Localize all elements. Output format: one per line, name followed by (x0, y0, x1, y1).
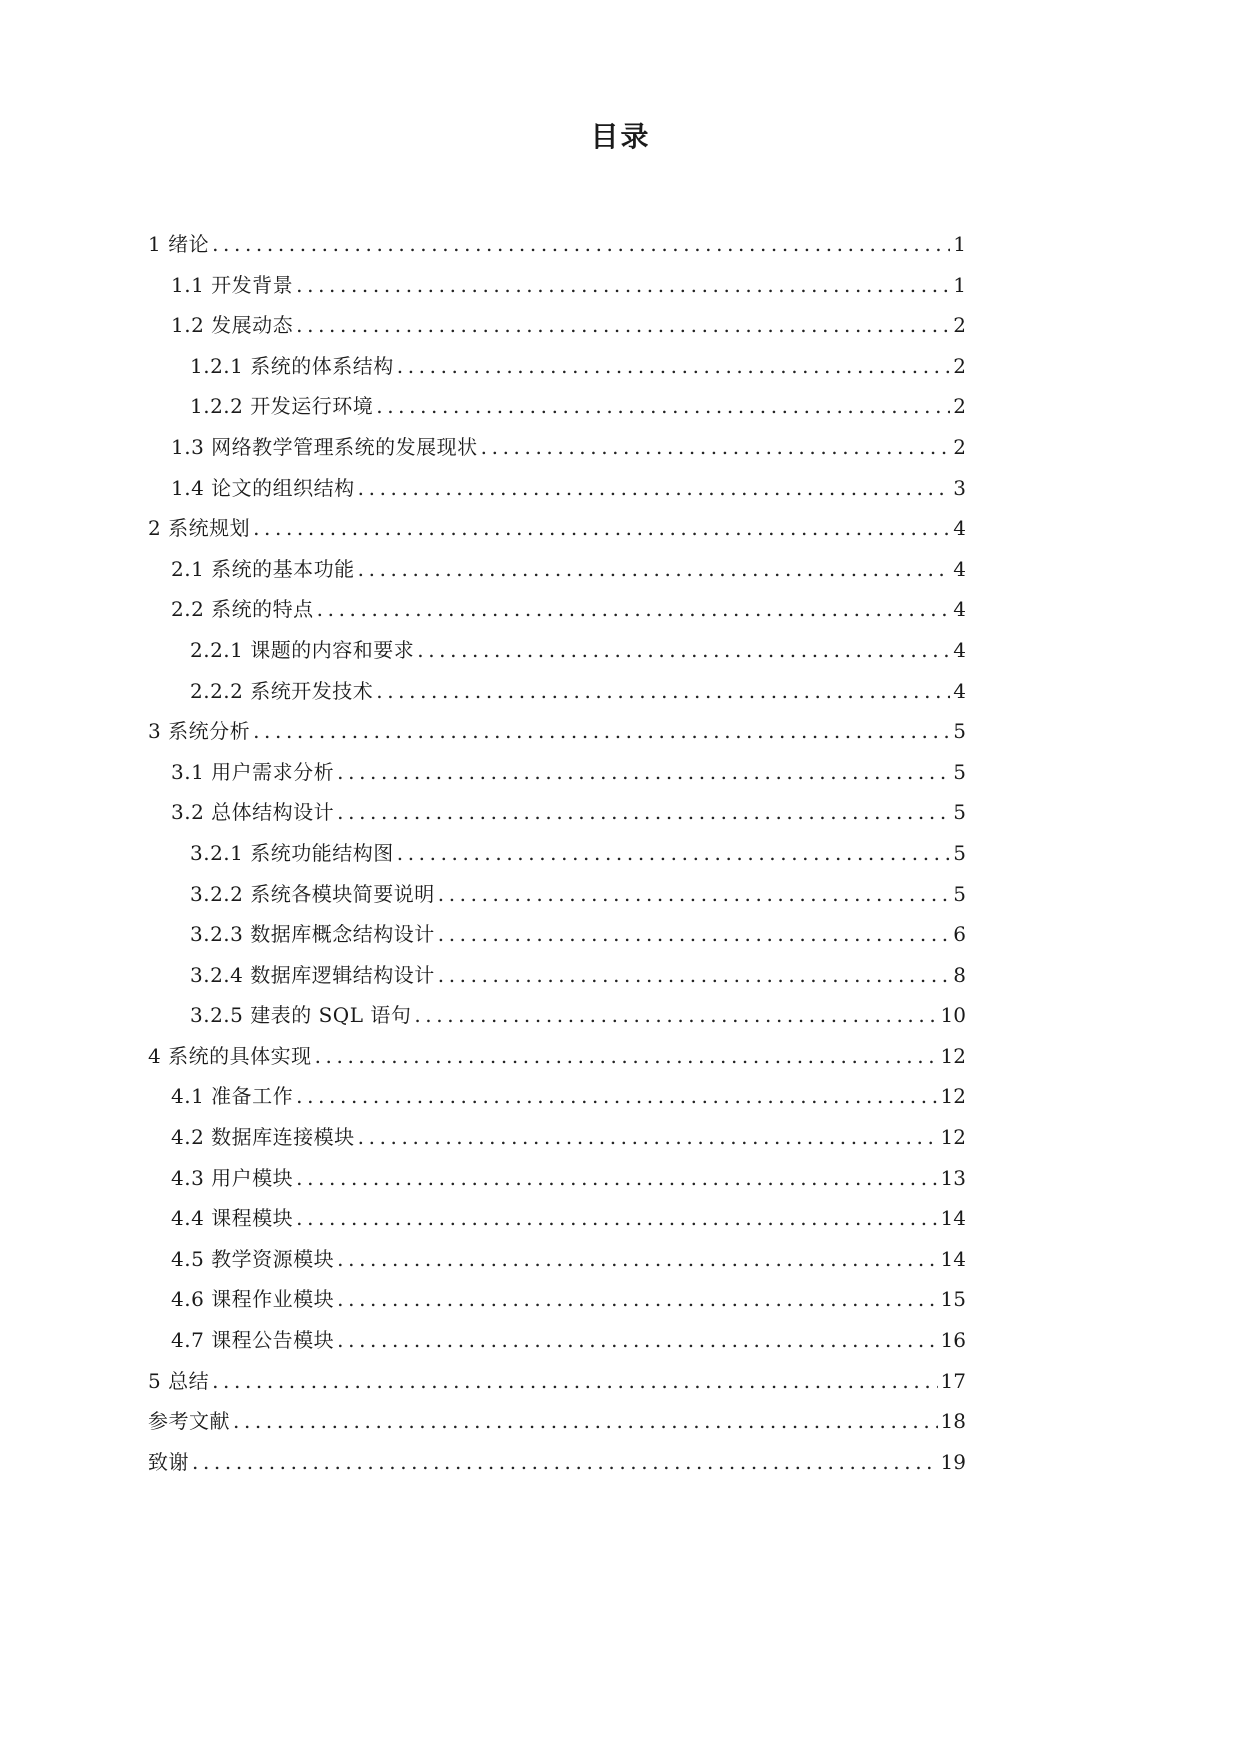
toc-entry[interactable] (148, 711, 966, 752)
toc-page-number: 1 (953, 232, 966, 256)
toc-entry-title: 3.2.2 系统各模块简要说明 (190, 881, 435, 906)
toc-entry[interactable] (148, 549, 966, 590)
toc-entry[interactable] (148, 874, 966, 915)
toc-page-number: 4 (953, 556, 966, 581)
toc-entry-title: 3.2.4 数据库逻辑结构设计 (190, 962, 435, 987)
toc-dot-leader (397, 346, 951, 387)
toc-entry-title: 3.2.3 数据库概念结构设计 (190, 922, 435, 947)
toc-entry-title: 1.2.2 开发运行环境 (190, 394, 374, 419)
toc-entry[interactable] (148, 833, 966, 874)
toc-dot-leader (233, 1401, 938, 1442)
toc-entry[interactable] (148, 427, 966, 468)
toc-entry-title: 1.4 论文的组织结构 (171, 475, 355, 500)
toc-entry[interactable] (148, 265, 966, 306)
toc-page-number: 19 (940, 1449, 966, 1474)
toc-dot-leader (212, 224, 950, 265)
toc-entry[interactable] (148, 386, 966, 427)
toc-entry[interactable] (148, 995, 966, 1036)
toc-entry-title: 4.3 用户模块 (171, 1165, 294, 1190)
toc-entry-title: 3 系统分析 (148, 719, 251, 744)
toc-entry-title: 3.1 用户需求分析 (171, 759, 335, 784)
toc-dot-leader (253, 711, 950, 752)
toc-entry-title: 4 系统的具体实现 (148, 1043, 312, 1068)
toc-dot-leader (438, 874, 951, 915)
toc-entry-title: 4.1 准备工作 (171, 1084, 294, 1109)
toc-entry[interactable] (148, 630, 966, 671)
toc-entry-title: 3.2.1 系统功能结构图 (190, 840, 394, 865)
toc-entry-title: 2.2.1 课题的内容和要求 (190, 637, 415, 662)
toc-dot-leader (337, 752, 950, 793)
toc-page-number: 12 (940, 1084, 966, 1109)
toc-dot-leader (296, 1198, 937, 1239)
toc-entry[interactable] (148, 752, 966, 793)
toc-title: 目录 (590, 120, 651, 153)
toc-dot-leader (417, 630, 950, 671)
toc-page-number: 5 (953, 840, 966, 865)
toc-page-number: 6 (953, 922, 966, 947)
toc-dot-leader (358, 468, 951, 509)
toc-dot-leader (397, 833, 951, 874)
toc-entry-title: 1.2.1 系统的体系结构 (190, 353, 394, 378)
toc-page-number: 8 (953, 962, 966, 987)
toc-entry[interactable] (148, 224, 966, 265)
toc-entry-title: 4.6 课程作业模块 (171, 1287, 335, 1312)
toc-dot-leader (337, 1320, 937, 1361)
toc-entry[interactable] (148, 1279, 966, 1320)
toc-entry-title: 1.3 网络教学管理系统的发展现状 (171, 434, 478, 459)
toc-dot-leader (337, 792, 950, 833)
toc-entry[interactable] (148, 1036, 966, 1077)
toc-dot-leader (414, 995, 937, 1036)
toc-entry[interactable] (148, 1198, 966, 1239)
toc-entry-title: 4.5 教学资源模块 (171, 1246, 335, 1271)
toc-dot-leader (192, 1442, 938, 1483)
toc-dot-leader (317, 589, 951, 630)
toc-entry-title: 3.2.5 建表的 SQL 语句 (190, 1003, 412, 1028)
toc-entry[interactable] (148, 305, 966, 346)
toc-entry[interactable] (148, 1076, 966, 1117)
toc-dot-leader (296, 1076, 937, 1117)
toc-entry[interactable] (148, 914, 966, 955)
toc-entry-title: 参考文献 (148, 1409, 230, 1434)
toc-dot-leader (296, 1158, 937, 1199)
toc-dot-leader (376, 671, 950, 712)
toc-page-number: 10 (940, 1003, 966, 1028)
toc-entry-title: 1 绪论 (148, 232, 210, 256)
toc-entry[interactable] (148, 955, 966, 996)
toc-page-number: 5 (953, 759, 966, 784)
toc-entry-title: 4.7 课程公告模块 (171, 1328, 335, 1353)
toc-page-number: 2 (953, 434, 966, 459)
toc-page-number: 4 (953, 637, 966, 662)
toc-entry-title: 4.4 课程模块 (171, 1206, 294, 1231)
toc-dot-leader (376, 386, 950, 427)
toc-entry[interactable] (148, 508, 966, 549)
toc-page-number: 4 (953, 516, 966, 541)
toc-page-number: 13 (940, 1165, 966, 1190)
toc-dot-leader (296, 305, 950, 346)
toc-page-number: 3 (953, 475, 966, 500)
toc-page-number: 4 (953, 678, 966, 703)
toc-dot-leader (438, 955, 951, 996)
toc-page-number: 16 (940, 1328, 966, 1353)
toc-dot-leader (438, 914, 951, 955)
toc-entry[interactable] (148, 346, 966, 387)
toc-entry-title: 3.2 总体结构设计 (171, 800, 335, 825)
toc-entry[interactable] (148, 1361, 966, 1402)
toc-list (148, 224, 966, 1482)
toc-entry[interactable] (148, 1117, 966, 1158)
toc-entry-title: 2.1 系统的基本功能 (171, 556, 355, 581)
toc-page-number: 5 (953, 881, 966, 906)
toc-entry-title: 致谢 (148, 1449, 189, 1474)
toc-dot-leader (358, 549, 951, 590)
toc-dot-leader (296, 265, 950, 306)
toc-dot-leader (481, 427, 951, 468)
toc-page-number: 2 (953, 353, 966, 378)
toc-page-number: 17 (940, 1368, 966, 1393)
toc-entry-title: 4.2 数据库连接模块 (171, 1125, 355, 1150)
toc-dot-leader (315, 1036, 938, 1077)
toc-entry[interactable] (148, 1239, 966, 1280)
toc-entry-title: 1.2 发展动态 (171, 313, 294, 338)
toc-page-number: 2 (953, 313, 966, 338)
toc-dot-leader (337, 1279, 937, 1320)
toc-entry[interactable] (148, 1442, 966, 1483)
toc-entry[interactable] (148, 792, 966, 833)
toc-page-number: 14 (940, 1206, 966, 1231)
toc-page-number: 14 (940, 1246, 966, 1271)
toc-page-number: 2 (953, 394, 966, 419)
toc-entry-title: 2 系统规划 (148, 516, 251, 541)
toc-page-number: 18 (940, 1409, 966, 1434)
toc-page-number: 1 (953, 272, 966, 297)
toc-page-number: 5 (953, 719, 966, 744)
toc-entry-title: 2.2.2 系统开发技术 (190, 678, 374, 703)
toc-page-number: 12 (940, 1125, 966, 1150)
toc-page-number: 5 (953, 800, 966, 825)
toc-dot-leader (358, 1117, 938, 1158)
toc-entry[interactable] (148, 468, 966, 509)
toc-entry[interactable] (148, 1158, 966, 1199)
toc-dot-leader (337, 1239, 937, 1280)
toc-page-number: 12 (940, 1043, 966, 1068)
toc-entry-title: 5 总结 (148, 1368, 210, 1393)
toc-entry[interactable] (148, 1401, 966, 1442)
toc-dot-leader (253, 508, 950, 549)
toc-entry-title: 2.2 系统的特点 (171, 597, 314, 622)
toc-entry[interactable] (148, 589, 966, 630)
toc-entry-title: 1.1 开发背景 (171, 272, 294, 297)
toc-dot-leader (212, 1361, 937, 1402)
toc-entry[interactable] (148, 671, 966, 712)
toc-page-number: 4 (953, 597, 966, 622)
toc-page-number: 15 (940, 1287, 966, 1312)
toc-entry[interactable] (148, 1320, 966, 1361)
